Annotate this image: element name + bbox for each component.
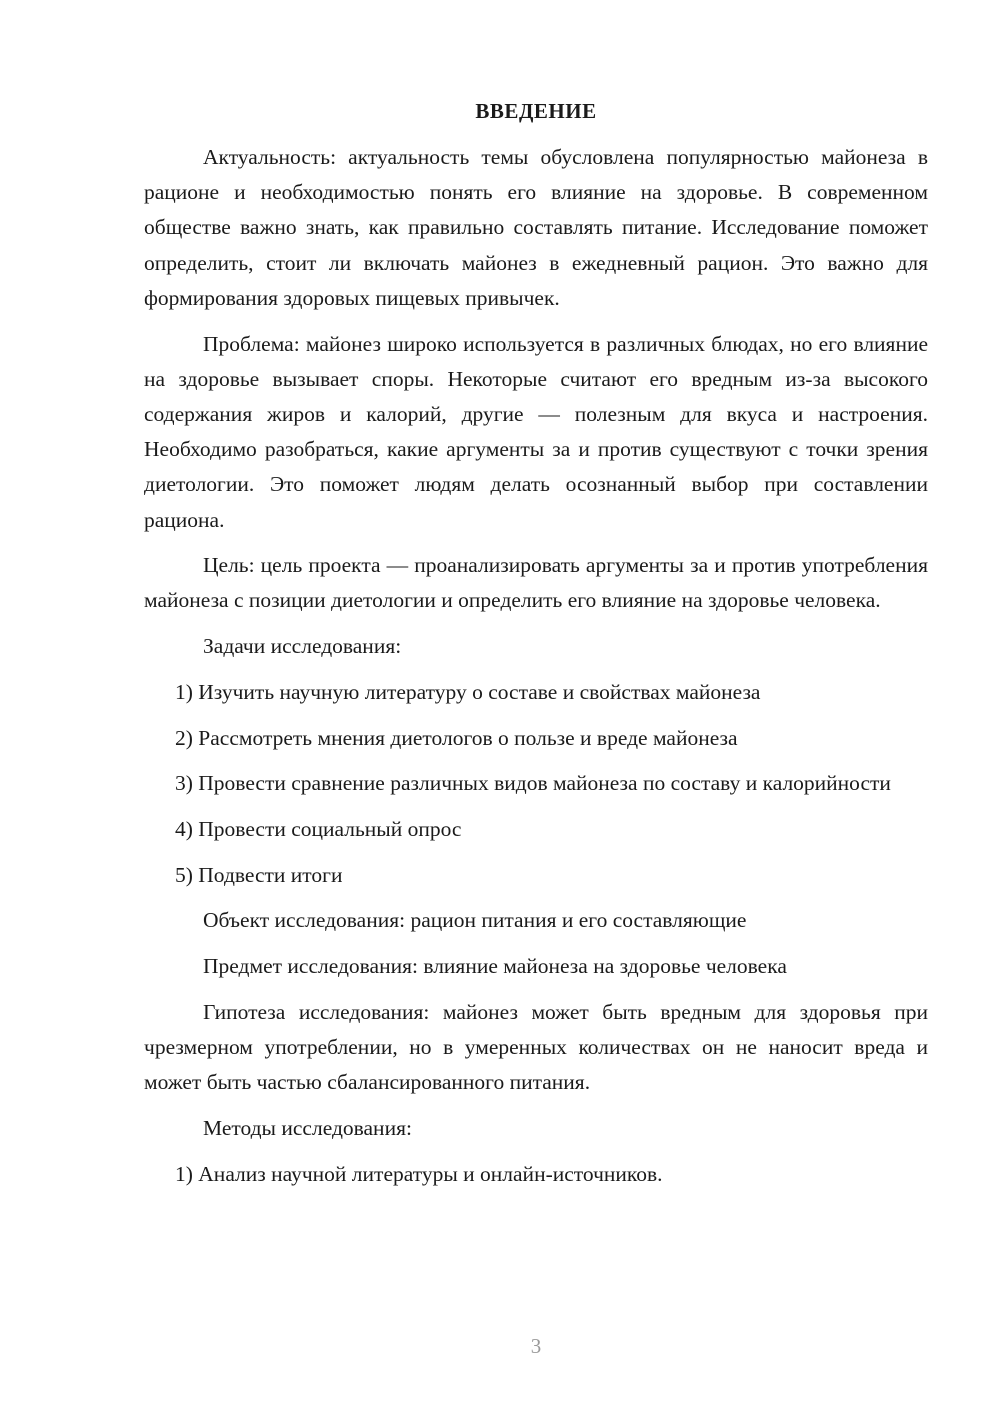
subject-paragraph: Предмет исследования: влияние майонеза на здоровье человека — [203, 954, 787, 979]
goal-paragraph: Цель: цель проекта — проанализировать аргументы за и против употребления майонеза с позиции диетологии и определить его влияние на здоровье человека. — [144, 553, 928, 613]
task-item-1: 1) Изучить научную литературу о составе и свойствах майонеза — [175, 679, 761, 704]
task-item-5: 5) Подвести итоги — [175, 862, 343, 887]
task-item-2: 2) Рассмотреть мнения диетологов о пользе и вреде майонеза — [175, 725, 738, 750]
method-item-1: 1) Анализ научной литературы и онлайн-источников. — [175, 1161, 663, 1186]
page-content — [144, 95, 928, 1202]
relevance-paragraph: Актуальность: актуальность темы обусловлена популярностью майонеза в рационе и необходимостью понять его влияние на здоровье. В современном обществе важно знать, как правильно составлять питание. Исследование поможет определить, стоит ли включать майонез в ежедневный рацион. Это важно для формирования здоровых пищевых привычек. — [144, 145, 928, 310]
page-number: 3 — [530, 1334, 542, 1358]
tasks-heading: Задачи исследования: — [203, 634, 402, 659]
task-item-3: 3) Провести сравнение различных видов майонеза по составу и калорийности — [175, 771, 891, 796]
methods-heading: Методы исследования: — [203, 1115, 412, 1140]
hypothesis-paragraph: Гипотеза исследования: майонез может быть вредным для здоровья при чрезмерном употреблении, но в умеренных количествах он не наносит вреда и может быть частью сбалансированного питания. — [144, 999, 928, 1095]
section-heading: ВВЕДЕНИЕ — [475, 99, 597, 123]
problem-paragraph: Проблема: майонез широко используется в различных блюдах, но его влияние на здоровье вызывает споры. Некоторые считают его вредным из-за высокого содержания жиров и калорий, другие — полезным для вкуса и настроения. Необходимо разобраться, какие аргументы за и против существуют с точки зрения диетологии. Это поможет людям делать осознанный выбор при составлении рациона. — [144, 331, 928, 532]
object-paragraph: Объект исследования: рацион питания и его составляющие — [203, 908, 747, 933]
task-item-4: 4) Провести социальный опрос — [175, 816, 462, 841]
